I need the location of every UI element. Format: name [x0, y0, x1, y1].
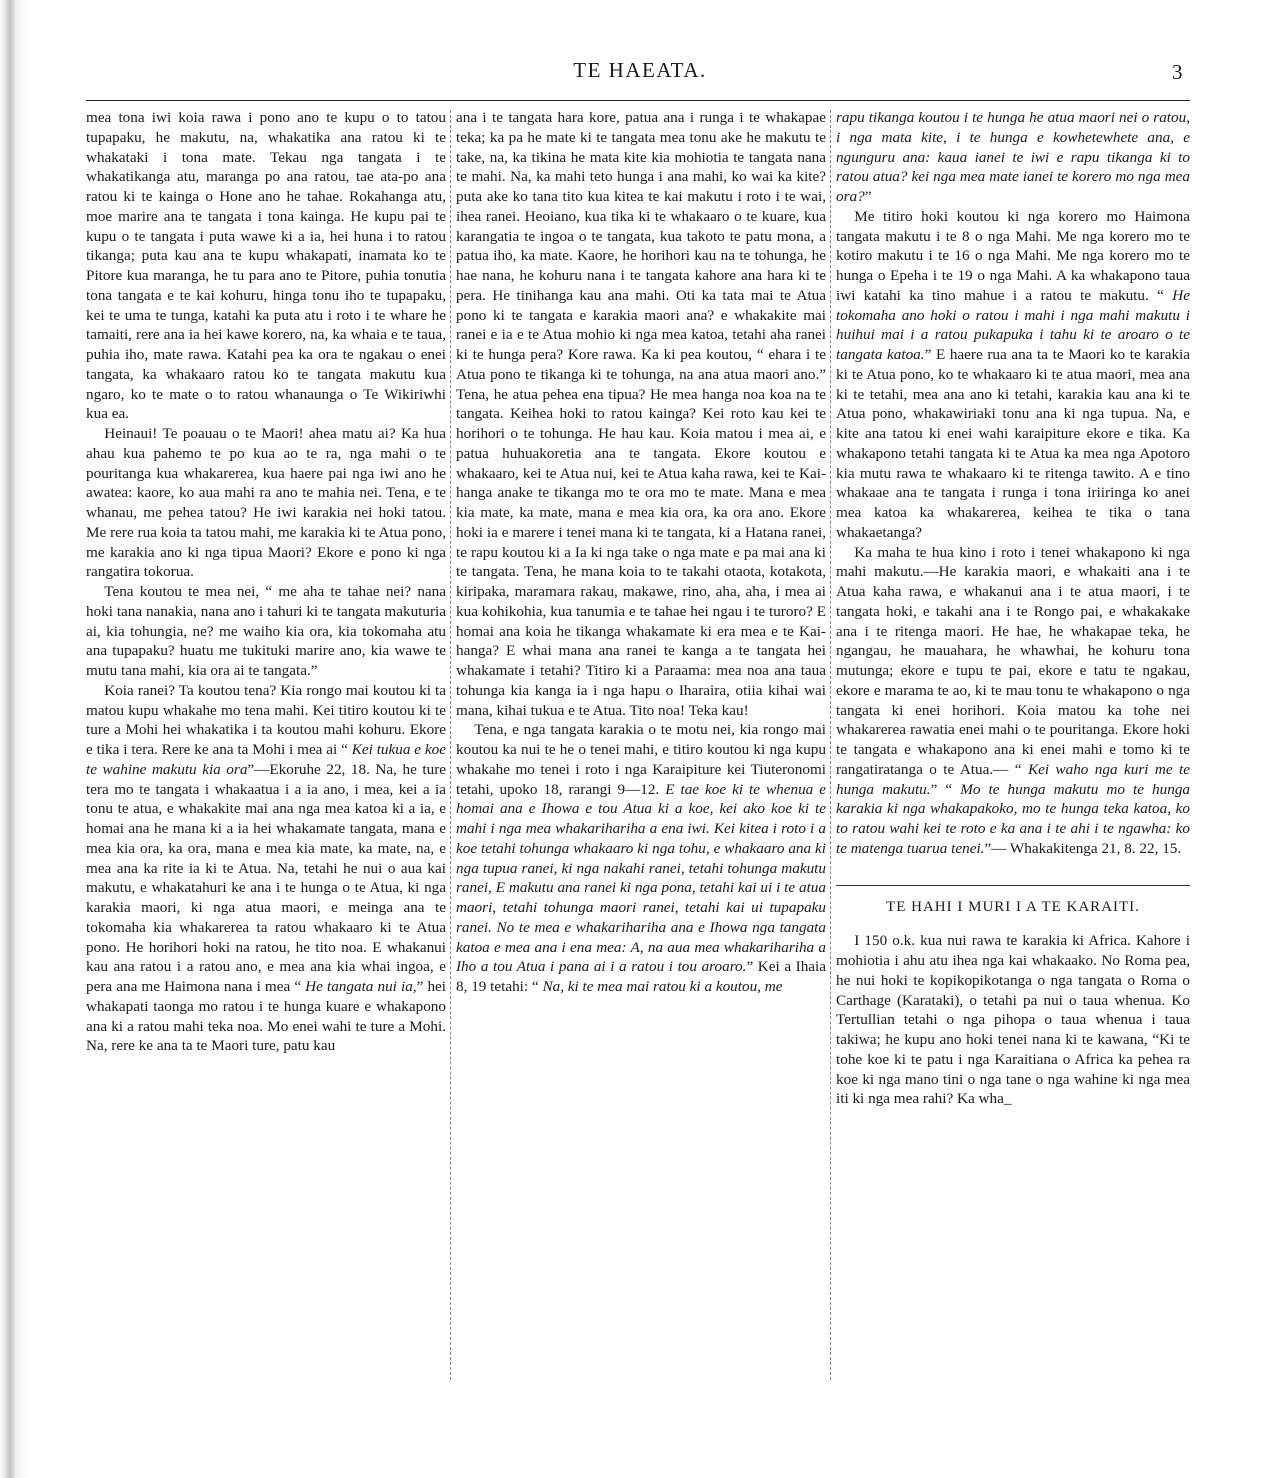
paragraph [836, 207, 1190, 543]
paragraph [836, 108, 1190, 207]
text-run: ”—Ekoruhe 22, 18. Na, he ture tera mo te tangata i whakaatua i a ia ano, i mea, kei a ia tonu te atua, e whakakite mai ana nga mea katoa ki a ia, e homai ana he mana ki a ia hei whakamate tangata, mana e mea kia ora, ka ora, mana e mea kia mate, ka mate, na, e mea ana ka rite ia ki te Atua. Na, tetahi he nui o aua kai makutu, e whakatahuri ke ana i te hunga o te Atua, ki nga karakia maori, ki nga atua maori, e meinga ana te tokomaha kia whakarerea ta ratou whakaaro ki te Atua pono. He horihori hoki na ratou, he tito noa. E whakanui kau ana ratou i a ratou ano, e mea ana kia whai ingoa, e pera ana me Haimona nana i mea “ [86, 760, 446, 995]
text-run: Koia ranei? Ta koutou tena? Kia rongo mai koutou ki ta matou kupu whakahe mo tena mahi. Kei titiro koutou ki te ture a Mohi hei whakatika i ta koutou mahi kohuru. Ekore e tika i tera. Rere ke ana ta Mohi i mea ai “ [86, 681, 446, 758]
article-column-2 [456, 108, 826, 997]
italic-quotation: Na, ki te mea mai ratou ki a koutou, me [542, 978, 783, 995]
italic-quotation: He tangata nui ia, [305, 978, 417, 995]
text-run: Tena koutou te mea nei, “ me aha te tahae nei? nana hoki tana nanakia, nana ano i tahuri ki te tangata makuturia ai, kia tohungia, ne? me waiho kia ora, kia tokomaha atu ana tupapaku? huatu me tukituki marire ano, kia wawe te mutu tana mahi, kia ora ai te tangata.” [86, 583, 446, 679]
section-heading: TE HAHI I MURI I A TE KARAITI. [836, 885, 1190, 918]
paragraph [86, 108, 446, 424]
text-run: Tena, e nga tangata karakia o te motu nei, kia rongo mai koutou ka nui te he o tenei mahi, e titiro koutou ki nga kupu whakahe mo tenei i roto i nga Karaipiture kei Tiuteronomi tetahi, upoko 18, rarangi 9—12. [456, 721, 826, 798]
text-run: ana i te tangata hara kore, patua ana i runga i te whakapae teka; ka pa he mate ki te tangata mea tonu ake he makutu te take, na, ka tikina he mata kite kia mohiotia te tangata nana te mahi. Na, ka mahi teto hunga i ana mahi, ko wai ka kite? puta ake ko tana tito kua kitea te kai makutu i roto i te wai, ihea ranei. Heoiano, kua tika ki te whakaaro o te kuare, kua karangatia te ingoa o te tangata, kua takoto te patu mona, a patua iho, ka mate. Kaore, he horihori kau na te tohunga, he hae nana, he kohuru nana i te tangata kahore ana hara ki te pera. He tinihanga kau ana mahi. Oti ka tata mai te Atua pono ki te tangata e karakia maori ana? e whakakite mai ranei e ia e te Atua mohio ki nga mea katoa, tetahi aha ranei ki te hunga pera? Kore rawa. Ka ki pea koutou, “ ehara i te Atua pono te tikanga ki te tohunga, na ana atua maori ano.” Tena, he atua pehea ena tipua? He mea hanga noa koa na te tangata. Keihea hoki to ratou kainga? Kei roto kau kei te horihori o te tohunga. He hau kau. Koia matou i mea ai, e patua huhuakoretia ana te tangata. Ekore koutou e whakaaro, kei te Atua nui, kei te Atua kaha rawa, kei te Kai-hanga anake te tikanga mo te ora mo te mate. Mana e mea kia mate, ka mate, mana e mea kia ora, ka ora ano. Ekore hoki ia e marere i tenei mana ki te tangata, ki a Hatana ranei, te rapu koutou ki a Ia ki nga take o nga mate e pa mai ana ki te tangata. Tena, he mana koia to te takahi otaota, kotakota, kiripaka, maramara rakau, makawe, rino, aha, aha, i mea ai kua kohikohia, kua tanumia e te tahae hei ngau i te turoro? E homai ana koia he tikanga whakamate ki era mea e te Kai-hanga? E whai mana ana ranei te kanga a te tangata hei whakamate i tetahi? Titiro ki a Paraama: mea noa ana taua tohunga kia kanga ia i nga hapu o Iharaira, otiia kihai wai mana, kihai tukua e te Atua. Tito noa! Teka kau! [456, 109, 826, 719]
scan-edge [0, 0, 28, 1478]
text-run: ” Kei a Ihaia 8, 19 tetahi: “ [456, 958, 827, 995]
italic-quotation: Mo te hunga makutu mo te hunga karakia ki nga whakapakoko, mo te hunga teka katoa, ko to ratou wahi kei te roto e ka ana i te ahi i te ngawha: ko te matenga tuarua tenei. [836, 780, 1191, 857]
text-run: I 150 o.k. kua nui rawa te karakia ki Africa. Kahore i mohiotia i ahu atu ihea nga kai whakaako. No Roma pea, he nui hoki te kopikopikotanga o nga tangata o Roma o Carthage (Karataki), o tetahi pa nui o taua whenua. Ko Tertullian tetahi o nga pihopa o taua whenua i taua takiwa; he kupu ano hoki tenei nana ki te kawana, “Ki te tohe koe ki te patu i nga Karaitiana o Africa ka pehea ra koe ki nga mano tini o nga tane o nga wahine ki nga mea iti ki nga mea rahi? Ka wha_ [836, 932, 1190, 1108]
italic-quotation: rapu tikanga koutou i te hunga he atua maori nei o ratou, i nga mata kite, i te hunga e kowhetewhete ana, e ngunguru ana: kaua ianei te iwi e rapu tikanga ki to ratou atua? kei nga mea mate ianei te korero mo nga mea ora? [836, 109, 1190, 205]
paragraph [86, 582, 446, 681]
page-number: 3 [1172, 60, 1183, 84]
paragraph [86, 424, 446, 582]
text-run: Me titiro hoki koutou ki nga korero mo Haimona tangata makutu i te 8 o nga Mahi. Me nga korero mo te kotiro makutu i te 16 o nga Mahi. Me nga korero mo te hunga o Epeha i te 19 o nga Mahi. A ka whakapono taua iwi katahi ka tino mahue i a ratou te makutu. “ [836, 207, 1190, 304]
italic-quotation: He tokomaha ano hoki o ratou i mahi i nga mahi makutu i huihui mai i a ratou pukapuka i tahu ki te aroaro o te tangata katoa. [836, 286, 1190, 363]
article-column-1 [86, 108, 446, 1056]
italic-quotation: Kei tukua e koe te wahine makutu kia ora [86, 741, 446, 778]
article-column-3 [836, 108, 1190, 1109]
text-run: ” “ [930, 780, 961, 798]
paragraph [456, 108, 826, 720]
column-divider [450, 110, 451, 1380]
text-run: ” [864, 188, 872, 205]
italic-quotation: E tae koe ki te whenua e homai ana e Ihowa e tou Atua ki a koe, kei ako koe ki te mahi i nga mea whakarihariha a ena iwi. Kei kitea i roto i a koe tetahi tohunga whakaaro ki nga tohu, e whakaaro ana ki nga tupua ranei, ki nga nakahi ranei, tetahi tohunga makutu ranei, E makutu ana ranei ki nga pona, tetahi kai ui i te atua maori, tetahi tohunga maori ranei, tetahi kai ui tupapaku ranei. No te mea e whakarihariha ana e Ihowa nga tangata katoa e mea ana i ena mea: A, na aua mea whakarihariha a Iho a tou Atua i pana ai i a ratou i tou aroaro. [456, 780, 826, 976]
paragraph [836, 543, 1190, 859]
header-rule [86, 100, 1190, 101]
text-run: ”— Whakakitenga 21, 8. 22, 15. [984, 839, 1182, 857]
paragraph [836, 931, 1190, 1109]
paragraph [456, 720, 826, 997]
text-run: ” E haere rua ana ta te Maori ko te karakia ki te Atua pono, ko te whakaaro ki te atua maori, mea ana ki te tetahi, mea ana ano ki tetahi, karakia kau ana ki te Atua pono, whakawiriaki tonu ana ki nga tupua. Na, e kite ana tatou ki enei wahi karaipiture ekore e tika. Ka whakapono tetahi tangata ki te Atua ka mea nga Apotoro kia mutu rawa te whakaaro ki te ritenga tawito. A e tino whakaae ana te tangata i runga i tona iriiringa ko anei mea katoa ka whakarerea, keihea te tika o tana whakaetanga? [836, 346, 1191, 541]
masthead-title: TE HAEATA. [573, 58, 707, 82]
text-run: Ka maha te hua kino i roto i tenei whakapono ki nga mahi makutu.—He karakia maori, e whakaiti ana i te Atua kaha rawa, e whakanui ana i te atua maori, i te tangata hoki, e takahi ana i te Rongo pai, e whakakake ana i te ritenga maori. He hae, he whakapae teka, he ngangau, he mauahara, he whawhai, he kohuru tona mutunga; ekore e tupu te pai, ekore e tatu te ngakau, ekore e marama te ao, ki te mau tonu te whakapono o nga tangata ki enei horihori. Koia matou ka tohe nei whakarerea rawatia enei mahi o te pouritanga. Ekore hoki te tangata e whakapono ana ki enei mahi e tomo ki te rangatiratanga o te Atua.— “ [836, 543, 1190, 778]
text-run: ” hei whakapati taonga mo ratou i te hunga kuare e whakapono ana ki a ratou mahi teka noa. Mo enei wahi te ture a Mohi. Na, rere ke ana ta te Maori ture, patu kau [86, 978, 447, 1055]
column-divider [830, 110, 831, 1380]
italic-quotation: Kei waho nga kuri me te hunga makutu. [836, 760, 1190, 798]
text-run: Heinaui! Te poauau o te Maori! ahea matu ai? Ka hua ahau kua pahemo te po kua ao te ra, nga mahi o te pouritanga kua whakarerea, kua haere pai nga iwi ano he awatea: kaore, ko aua mahi ra ano te mahia nei. Tena, e te whanau, me pehea tatou? He iwi karakia nei hoki tatou. Me rere rua koia ta tatou mahi, me karakia ki te Atua pono, me karakia ano ki nga tipua Maori? Ekore e pono ki nga rangatira tokorua. [86, 425, 446, 581]
paragraph [86, 681, 446, 1056]
text-run: mea tona iwi koia rawa i pono ano te kupu o to tatou tupapaku, he makutu, na, whakatika ana ratou ki te whakataki i tona mate. Tekau nga tangata i te whakatikanga atu, maranga po ana ratou, tae ata-po ana ratou ki te kainga o Hone ano he tahae. Rokahanga atu, moe marire ana te tangata i tona kainga. He kupu pai te kupu o te tangata i puta wawe ki a ia, hei huna i to ratou tikanga; puta kau ana te kupu whakapati, inamata ko te Pitore kua maranga, he tu para ano te Pitore, puhia tonutia tona tangata e te kai kohuru, hinga tonu iho te tupapaku, kei te uma te tunga, katahi ka puta atu i roto i te whare he tamaiti, rere ana ia hei kawe korero, na, ka whaia e te taua, puhia iho, mate rawa. Katahi pea ka ora te ngakau o enei tangata, ka whakaaro ratou ko te tangata makutu kua ngaro, ko te mate o to ratou whanaunga o Te Wikiriwhi kua ea. [86, 109, 446, 423]
